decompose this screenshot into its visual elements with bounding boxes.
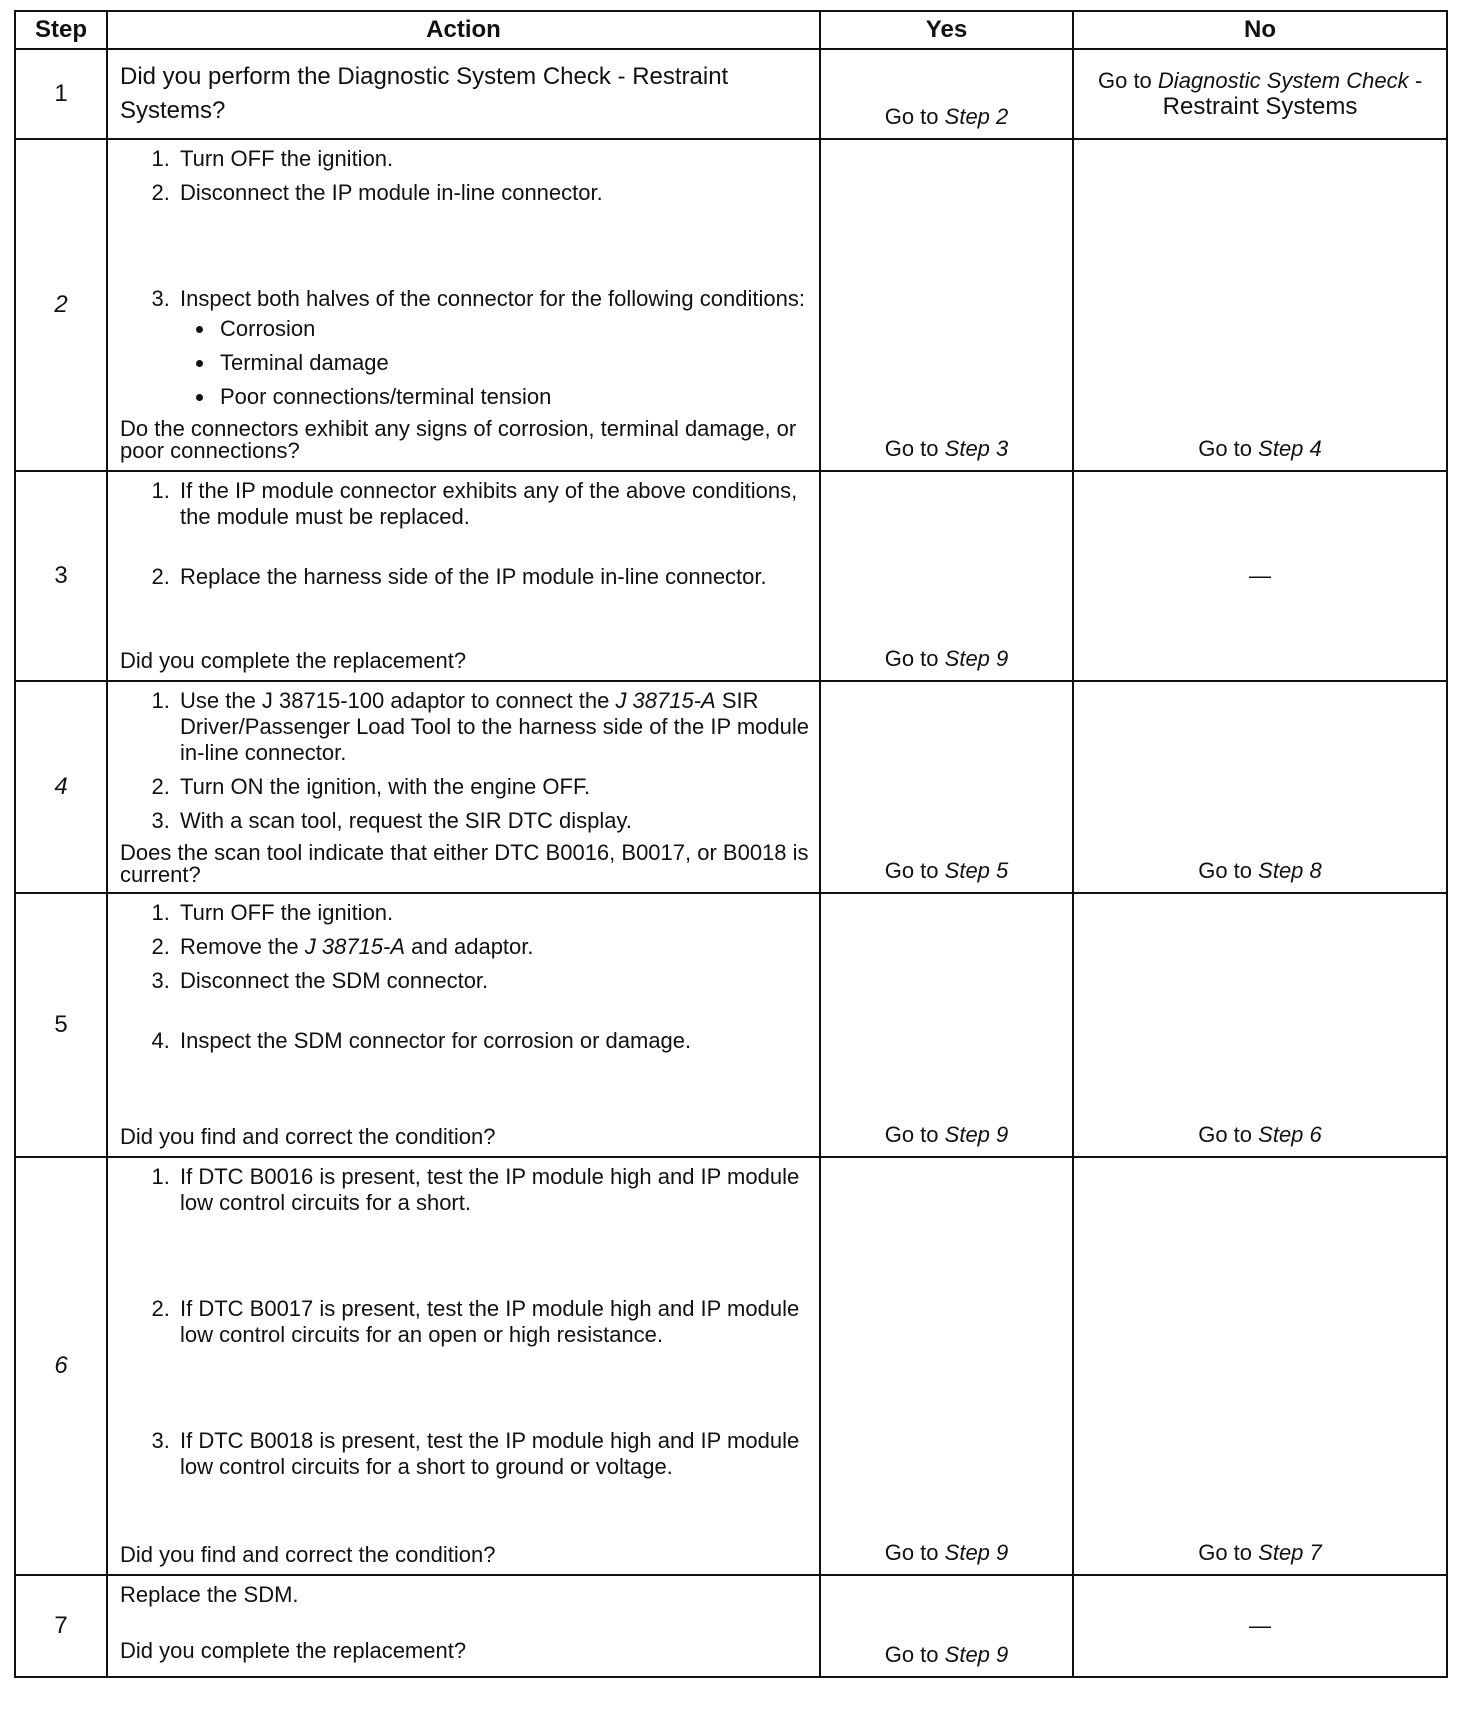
question-text: Did you complete the replacement? [120, 648, 467, 673]
yes-cell [820, 471, 1073, 681]
yes-target: Step 5 [944, 858, 1009, 883]
yes-cell [820, 139, 1073, 471]
condition-item: • Corrosion [216, 316, 809, 342]
question-text: Did you find and correct the condition? [120, 1124, 496, 1149]
action-cell [107, 681, 820, 893]
yes-target: Step 9 [944, 1122, 1009, 1147]
table-row-step-6 [15, 1157, 1447, 1575]
no-cell [1073, 471, 1447, 681]
yes-target: Step 9 [944, 1642, 1009, 1667]
step-number: 5 [15, 893, 107, 1157]
no-prefix: Go to [1198, 1122, 1253, 1147]
yes-prefix: Go to [884, 858, 939, 883]
no-cell [1073, 1157, 1447, 1575]
yes-cell [820, 49, 1073, 139]
table-row-step-4 [15, 681, 1447, 893]
action-step-item: 1. Turn OFF the ignition. [176, 146, 809, 172]
no-target: Step 8 [1258, 858, 1322, 883]
action-step-text: Inspect both halves of the connector for the following conditions: [180, 286, 805, 311]
table-row-step-2 [15, 139, 1447, 471]
header-no: No [1073, 11, 1447, 49]
no-prefix: Go to [1198, 1540, 1253, 1565]
no-cell [1073, 1575, 1447, 1677]
yes-cell [820, 681, 1073, 893]
action-cell [107, 49, 820, 139]
table-row-step-5 [15, 893, 1447, 1157]
action-step-item: 3. Disconnect the SDM connector. [176, 968, 809, 994]
action-step-item: 4. Inspect the SDM connector for corrosion or damage. [176, 1028, 809, 1054]
table-row-step-1 [15, 49, 1447, 139]
no-dash: — [1249, 563, 1271, 588]
question-text: Did you perform the Diagnostic System Check - Restraint Systems? [120, 63, 729, 124]
no-target: Step 4 [1258, 436, 1322, 461]
action-text: Use the J 38715-100 adaptor to connect the [180, 688, 610, 713]
yes-target: Step 2 [944, 104, 1009, 129]
yes-target: Step 9 [944, 646, 1009, 671]
action-step-item: 1. If the IP module connector exhibits any of the above conditions, the module must be replaced. [176, 478, 809, 530]
step-number: 7 [15, 1575, 107, 1677]
no-target: Step 6 [1258, 1122, 1322, 1147]
action-text: Replace the SDM. [120, 1582, 299, 1607]
no-prefix: Go to [1198, 858, 1253, 883]
no-cell [1073, 49, 1447, 139]
action-steps [120, 478, 809, 590]
no-target: Diagnostic System Check - [1157, 68, 1423, 93]
yes-target: Step 9 [944, 1540, 1009, 1565]
action-text: and adaptor. [411, 934, 534, 959]
action-step-item [176, 688, 809, 766]
step-number: 3 [15, 471, 107, 681]
action-step-item [176, 286, 809, 410]
header-yes: Yes [820, 11, 1073, 49]
action-steps [120, 688, 809, 834]
action-cell [107, 471, 820, 681]
no-cell [1073, 681, 1447, 893]
action-step-item: 3. If DTC B0018 is present, test the IP module high and IP module low control circuits for a short to ground or voltage. [176, 1428, 809, 1480]
action-cell [107, 1575, 820, 1677]
action-step-item: 2. If DTC B0017 is present, test the IP module high and IP module low control circuits for an open or high resistance. [176, 1296, 809, 1348]
question-text: Did you complete the replacement? [120, 1638, 467, 1663]
action-step-item: 1. Turn OFF the ignition. [176, 900, 809, 926]
yes-prefix: Go to [884, 1642, 939, 1667]
yes-prefix: Go to [884, 104, 939, 129]
action-steps [120, 1164, 809, 1480]
action-step-item: 2. Replace the harness side of the IP module in-line connector. [176, 564, 809, 590]
action-text: SIR Driver/Passenger Load Tool to the harness side of the IP module in-line connector. [180, 688, 810, 765]
action-step-item: 2. Turn ON the ignition, with the engine OFF. [176, 774, 809, 800]
action-cell [107, 893, 820, 1157]
step-number: 6 [15, 1157, 107, 1575]
yes-prefix: Go to [884, 1540, 939, 1565]
question-text: Does the scan tool indicate that either DTC B0016, B0017, or B0018 is current? [120, 840, 809, 887]
question-text: Do the connectors exhibit any signs of corrosion, terminal damage, or poor connections? [120, 416, 797, 463]
condition-item: • Terminal damage [216, 350, 809, 376]
no-suffix: Restraint Systems [1162, 93, 1358, 120]
tool-name: J 38715-A [615, 688, 716, 713]
no-dash: — [1249, 1613, 1271, 1638]
header-action: Action [107, 11, 820, 49]
action-text: Remove the [180, 934, 299, 959]
step-number: 2 [15, 139, 107, 471]
action-steps [120, 900, 809, 1054]
question-text: Did you find and correct the condition? [120, 1542, 496, 1567]
step-number: 4 [15, 681, 107, 893]
action-step-item: 2. Disconnect the IP module in-line connector. [176, 180, 809, 206]
header-row [15, 11, 1447, 49]
no-target: Step 7 [1258, 1540, 1322, 1565]
condition-item: • Poor connections/terminal tension [216, 384, 809, 410]
action-cell [107, 1157, 820, 1575]
yes-cell [820, 1157, 1073, 1575]
yes-cell [820, 1575, 1073, 1677]
step-number: 1 [15, 49, 107, 139]
no-prefix: Go to [1198, 436, 1253, 461]
yes-cell [820, 893, 1073, 1157]
yes-target: Step 3 [944, 436, 1009, 461]
action-step-item [176, 934, 809, 960]
condition-list [180, 316, 809, 410]
table-row-step-3 [15, 471, 1447, 681]
tool-name: J 38715-A [304, 934, 406, 959]
no-cell [1073, 893, 1447, 1157]
action-cell [107, 139, 820, 471]
yes-prefix: Go to [884, 1122, 939, 1147]
action-step-item: 1. If DTC B0016 is present, test the IP module high and IP module low control circuits for a short. [176, 1164, 809, 1216]
header-step: Step [15, 11, 107, 49]
no-cell [1073, 139, 1447, 471]
action-steps [120, 146, 809, 410]
yes-prefix: Go to [884, 646, 939, 671]
diagnostic-table [14, 10, 1448, 1678]
yes-prefix: Go to [884, 436, 939, 461]
action-step-item: 3. With a scan tool, request the SIR DTC display. [176, 808, 809, 834]
table-row-step-7 [15, 1575, 1447, 1677]
no-prefix: Go to [1097, 68, 1152, 93]
